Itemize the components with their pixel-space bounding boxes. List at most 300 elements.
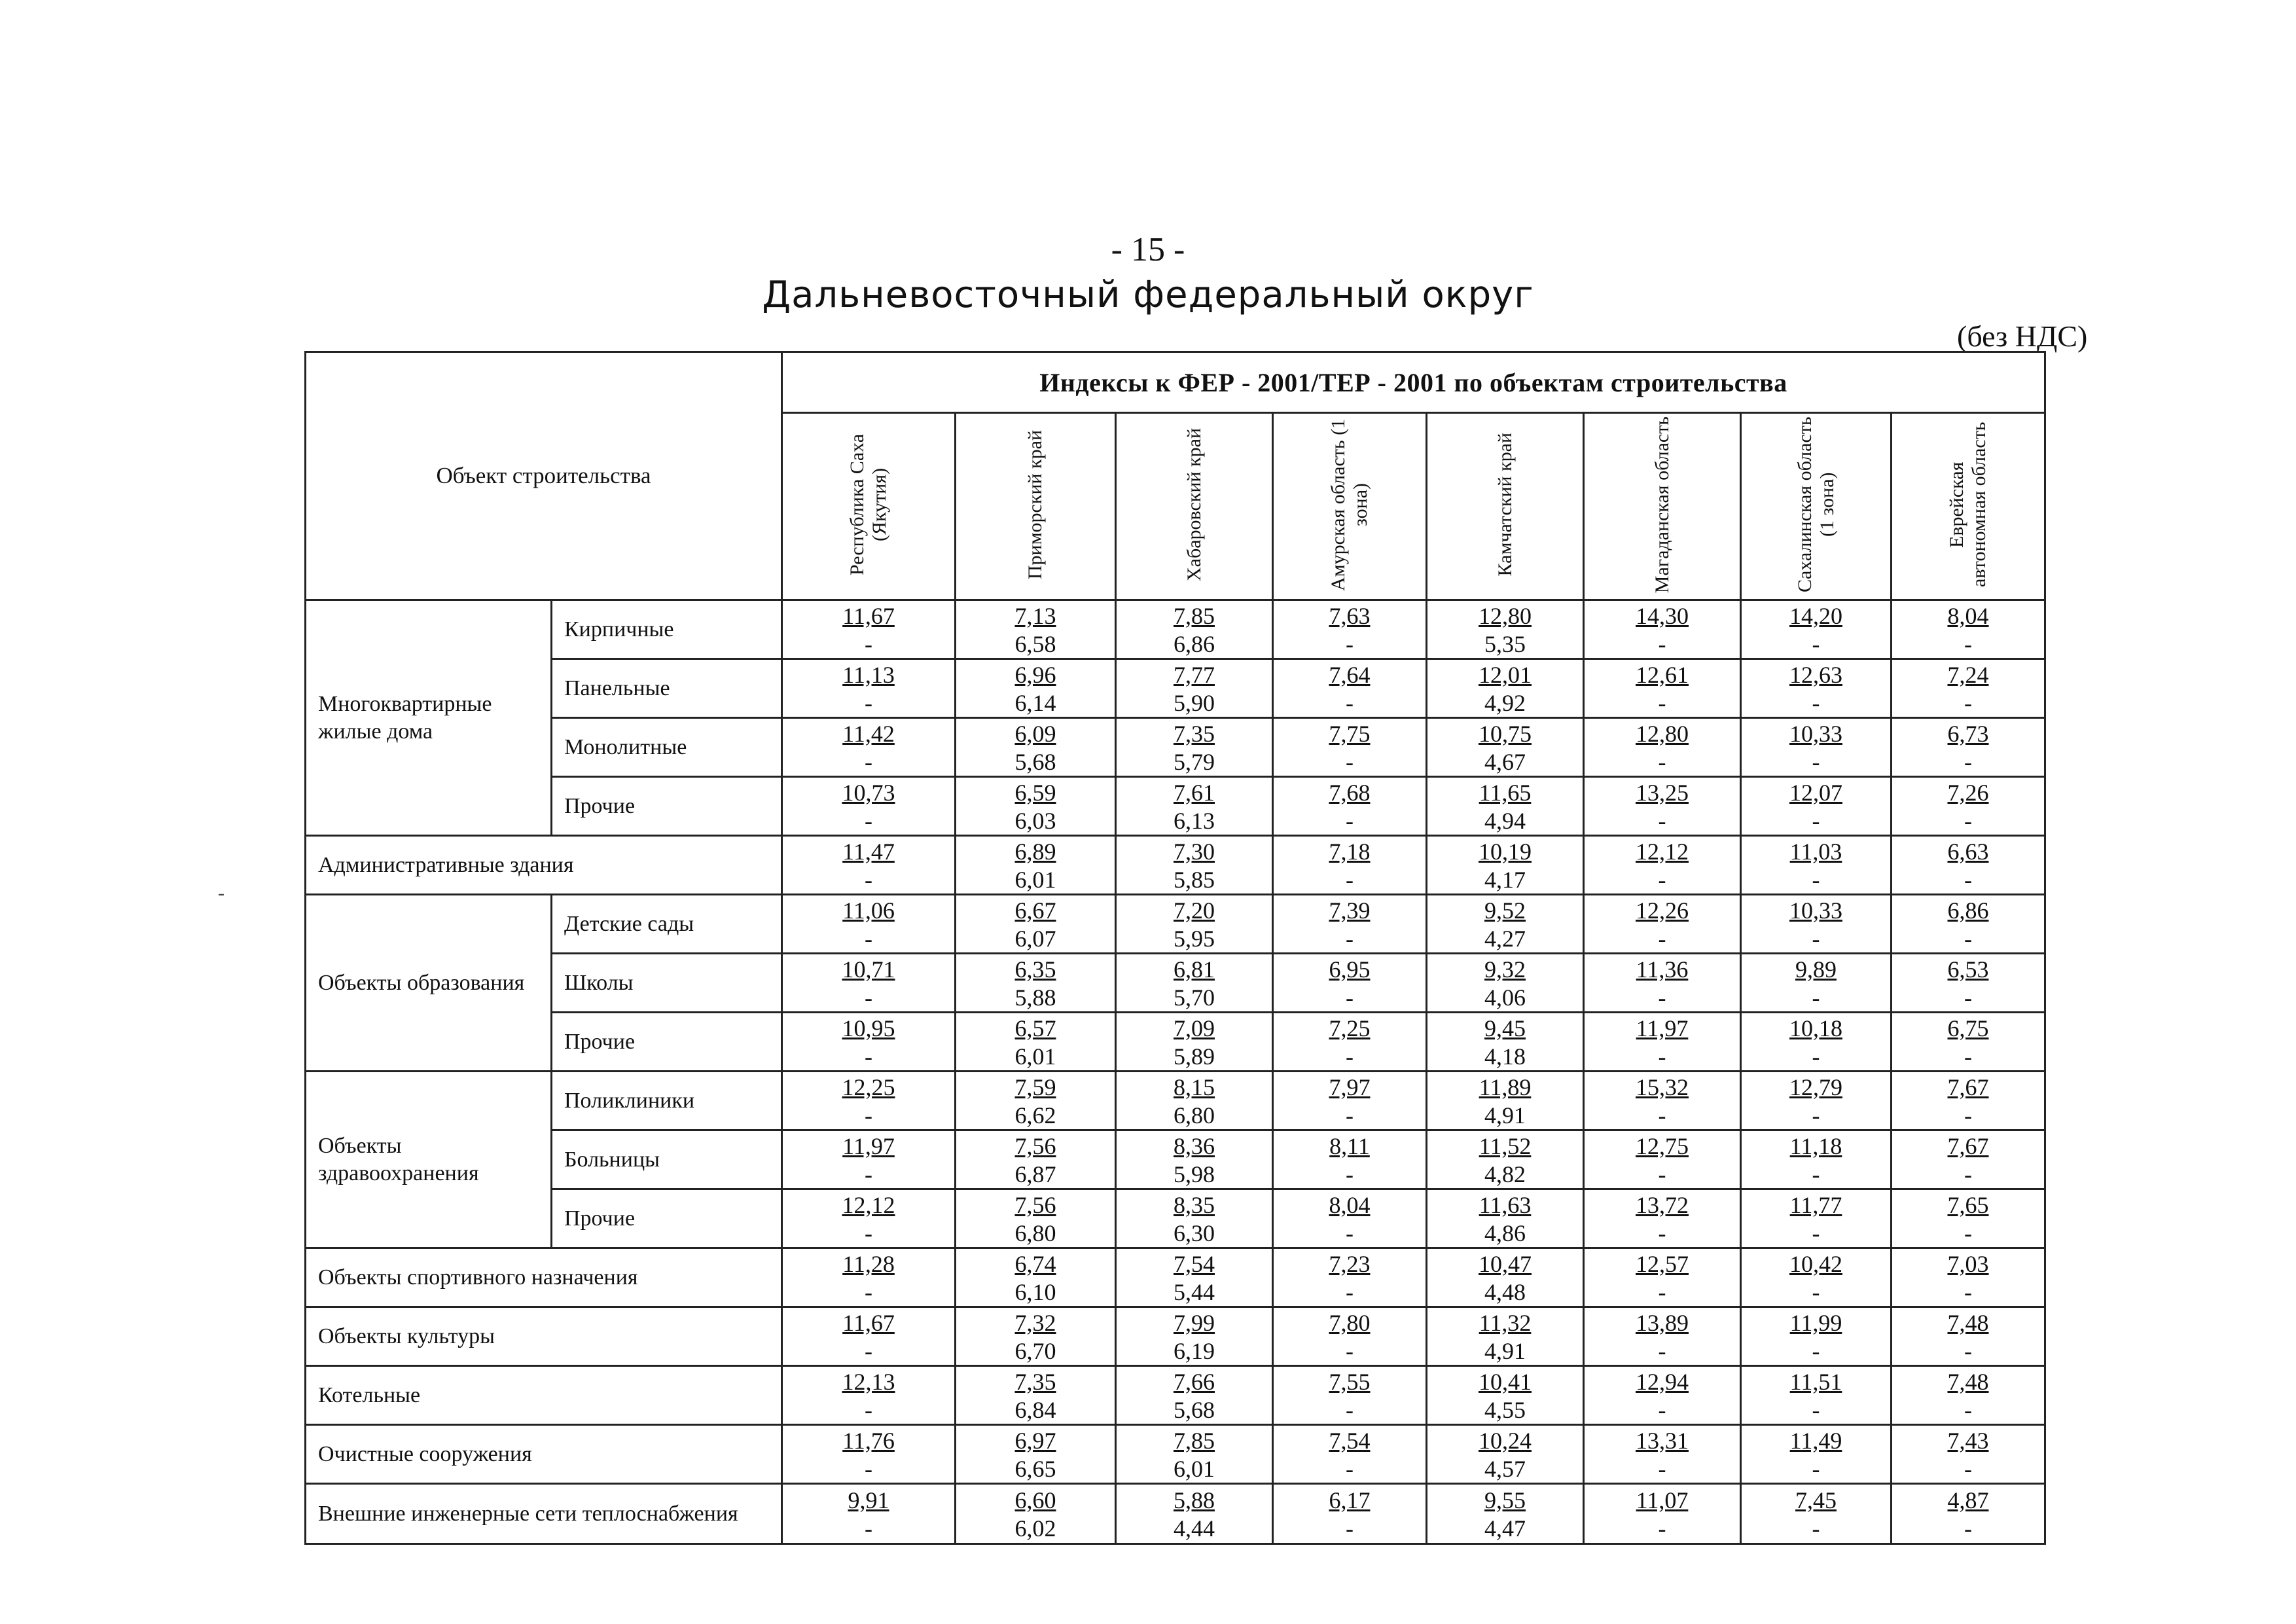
index-value-secondary: - <box>1658 984 1666 1011</box>
index-value-cell <box>782 718 956 777</box>
index-value-secondary: 6,01 <box>1014 1043 1056 1070</box>
index-value-primary: 11,51 <box>1789 1368 1842 1395</box>
index-value-secondary: - <box>1346 1102 1354 1128</box>
category-cell: Внешние инженерные сети теплоснабжения <box>306 1484 782 1544</box>
table-row <box>306 1366 2045 1425</box>
index-value-secondary: 6,80 <box>1174 1102 1215 1128</box>
index-value-cell <box>782 1425 956 1484</box>
index-value-cell <box>782 836 956 895</box>
index-value-cell <box>1116 1130 1273 1189</box>
index-value-secondary: 5,95 <box>1174 925 1215 952</box>
index-value-primary: 7,59 <box>1014 1074 1056 1100</box>
index-value-primary: 7,67 <box>1947 1132 1989 1159</box>
index-value-primary: 7,45 <box>1795 1487 1837 1513</box>
index-value-secondary: 6,02 <box>1014 1515 1056 1542</box>
index-value-cell <box>1116 718 1273 777</box>
index-value-cell <box>782 600 956 659</box>
index-value-secondary: - <box>1658 807 1666 834</box>
index-value-cell <box>1892 1484 2045 1544</box>
index-value-secondary: - <box>865 689 872 716</box>
index-value-primary: 12,01 <box>1479 661 1532 688</box>
index-value-primary: 13,31 <box>1636 1427 1689 1454</box>
index-value-primary: 8,35 <box>1174 1191 1215 1218</box>
index-value-cell <box>1427 895 1584 954</box>
index-value-cell <box>956 777 1116 836</box>
index-value-secondary: - <box>1964 1396 1972 1423</box>
index-value-cell <box>956 718 1116 777</box>
index-value-cell <box>1116 1248 1273 1307</box>
index-value-primary: 11,13 <box>842 661 895 688</box>
table-row <box>306 1425 2045 1484</box>
index-value-secondary: 4,91 <box>1484 1102 1526 1128</box>
index-value-primary: 6,73 <box>1947 720 1989 747</box>
index-value-cell <box>956 836 1116 895</box>
category-cell: Административные здания <box>306 836 782 895</box>
index-value-primary: 11,97 <box>842 1132 895 1159</box>
index-value-primary: 7,75 <box>1329 720 1371 747</box>
index-value-secondary: - <box>1658 1043 1666 1070</box>
index-value-secondary: 4,18 <box>1484 1043 1526 1070</box>
index-value-secondary: - <box>1346 866 1354 893</box>
index-value-cell <box>1116 954 1273 1013</box>
index-value-secondary: - <box>1964 748 1972 775</box>
index-value-primary: 12,80 <box>1636 720 1689 747</box>
table-row <box>306 777 2045 836</box>
subcategory-cell: Панельные <box>552 659 782 718</box>
index-value-cell <box>1427 1307 1584 1366</box>
region-header-label: Магаданская область <box>1651 416 1673 594</box>
index-value-cell <box>1116 600 1273 659</box>
index-value-secondary: 6,65 <box>1014 1455 1056 1482</box>
index-value-primary: 7,18 <box>1329 838 1371 865</box>
index-value-cell <box>1741 1072 1892 1130</box>
index-value-secondary: - <box>1346 689 1354 716</box>
index-value-cell <box>956 1484 1116 1544</box>
index-value-primary: 9,89 <box>1795 956 1837 983</box>
index-value-primary: 11,63 <box>1479 1191 1532 1218</box>
index-value-secondary: - <box>1658 630 1666 657</box>
index-value-cell <box>1427 1425 1584 1484</box>
margin-mark: - <box>218 882 224 904</box>
index-value-cell <box>1427 1189 1584 1248</box>
subcategory-cell: Больницы <box>552 1130 782 1189</box>
index-value-cell <box>956 600 1116 659</box>
index-value-secondary: - <box>1658 689 1666 716</box>
index-value-primary: 7,68 <box>1329 779 1371 806</box>
index-value-cell <box>782 1013 956 1072</box>
index-value-cell <box>1116 1366 1273 1425</box>
index-value-secondary: 6,13 <box>1174 807 1215 834</box>
index-value-cell <box>1584 1013 1741 1072</box>
index-value-cell <box>1584 777 1741 836</box>
index-value-primary: 7,03 <box>1947 1250 1989 1277</box>
index-value-cell <box>1741 895 1892 954</box>
index-value-primary: 11,06 <box>842 897 895 924</box>
index-value-primary: 7,20 <box>1174 897 1215 924</box>
index-value-cell <box>1273 1484 1427 1544</box>
index-value-primary: 6,63 <box>1947 838 1989 865</box>
index-value-cell <box>1584 1307 1741 1366</box>
index-value-cell <box>1892 777 2045 836</box>
index-value-primary: 12,26 <box>1636 897 1689 924</box>
index-value-secondary: - <box>1658 1219 1666 1246</box>
index-value-secondary: - <box>1658 1161 1666 1187</box>
index-value-cell <box>956 1366 1116 1425</box>
index-value-primary: 6,17 <box>1329 1487 1371 1513</box>
index-value-primary: 8,04 <box>1947 602 1989 629</box>
index-value-cell <box>1116 777 1273 836</box>
index-value-cell <box>1116 1425 1273 1484</box>
index-value-primary: 10,33 <box>1789 720 1842 747</box>
index-value-primary: 10,75 <box>1479 720 1532 747</box>
index-value-primary: 6,60 <box>1014 1487 1056 1513</box>
index-value-primary: 7,25 <box>1329 1015 1371 1041</box>
index-value-secondary: - <box>1658 1515 1666 1542</box>
table-row <box>306 600 2045 659</box>
index-value-secondary: 6,01 <box>1174 1455 1215 1482</box>
table-row <box>306 1189 2045 1248</box>
index-value-cell <box>1892 659 2045 718</box>
category-cell: Очистные сооружения <box>306 1425 782 1484</box>
index-value-primary: 14,20 <box>1789 602 1842 629</box>
index-value-secondary: - <box>865 1337 872 1364</box>
category-cell: Многоквартирные жилые дома <box>306 600 552 836</box>
index-value-cell <box>1427 1130 1584 1189</box>
index-value-cell <box>1741 1484 1892 1544</box>
index-value-cell <box>1741 1248 1892 1307</box>
index-value-primary: 7,54 <box>1329 1427 1371 1454</box>
index-value-secondary: - <box>1812 1161 1820 1187</box>
index-value-secondary: 6,58 <box>1014 630 1056 657</box>
index-value-cell <box>1116 836 1273 895</box>
region-header <box>1584 413 1741 600</box>
index-value-cell <box>1741 659 1892 718</box>
index-value-primary: 6,57 <box>1014 1015 1056 1041</box>
index-value-secondary: - <box>1812 1515 1820 1542</box>
table-row <box>306 1130 2045 1189</box>
index-value-primary: 10,47 <box>1479 1250 1532 1277</box>
index-value-secondary: - <box>1812 984 1820 1011</box>
index-value-primary: 7,99 <box>1174 1309 1215 1336</box>
index-value-primary: 12,25 <box>842 1074 895 1100</box>
index-value-primary: 11,77 <box>1789 1191 1842 1218</box>
index-value-primary: 12,57 <box>1636 1250 1689 1277</box>
index-value-secondary: - <box>1812 689 1820 716</box>
index-value-secondary: - <box>1812 630 1820 657</box>
index-value-cell <box>1116 1307 1273 1366</box>
region-header <box>1116 413 1273 600</box>
index-value-cell <box>782 1189 956 1248</box>
category-cell: Объекты культуры <box>306 1307 782 1366</box>
page-title: Дальневосточный федеральный округ <box>762 274 1534 316</box>
index-value-secondary: - <box>1658 1337 1666 1364</box>
index-value-secondary: - <box>1964 925 1972 952</box>
index-value-secondary: - <box>1346 1515 1354 1542</box>
index-value-primary: 11,99 <box>1789 1309 1842 1336</box>
index-value-secondary: 4,67 <box>1484 748 1526 775</box>
index-value-secondary: - <box>1812 748 1820 775</box>
index-value-primary: 13,25 <box>1636 779 1689 806</box>
index-value-secondary: 4,48 <box>1484 1278 1526 1305</box>
index-value-secondary: - <box>1812 925 1820 952</box>
index-value-primary: 4,87 <box>1947 1487 1989 1513</box>
index-value-secondary: - <box>1346 1337 1354 1364</box>
index-value-secondary: - <box>1346 1161 1354 1187</box>
index-value-secondary: 4,57 <box>1484 1455 1526 1482</box>
index-value-primary: 10,71 <box>842 956 895 983</box>
index-value-cell <box>1273 1425 1427 1484</box>
index-value-primary: 12,94 <box>1636 1368 1689 1395</box>
index-value-cell <box>956 1248 1116 1307</box>
index-value-secondary: - <box>1346 807 1354 834</box>
index-value-primary: 11,47 <box>842 838 895 865</box>
index-value-cell <box>1584 836 1741 895</box>
index-value-primary: 7,48 <box>1947 1368 1989 1395</box>
index-value-primary: 11,89 <box>1479 1074 1532 1100</box>
index-value-secondary: - <box>1964 984 1972 1011</box>
index-value-cell <box>1273 954 1427 1013</box>
index-value-cell <box>782 659 956 718</box>
index-value-secondary: - <box>865 1043 872 1070</box>
index-value-cell <box>1427 1366 1584 1425</box>
index-value-primary: 7,09 <box>1174 1015 1215 1041</box>
subcategory-cell: Монолитные <box>552 718 782 777</box>
index-value-cell <box>1892 1366 2045 1425</box>
index-value-secondary: - <box>1964 1102 1972 1128</box>
index-value-secondary: - <box>1964 1278 1972 1305</box>
index-value-primary: 11,52 <box>1479 1132 1532 1159</box>
index-value-primary: 7,24 <box>1947 661 1989 688</box>
index-value-secondary: 4,55 <box>1484 1396 1526 1423</box>
index-value-primary: 6,97 <box>1014 1427 1056 1454</box>
index-value-secondary: 6,10 <box>1014 1278 1056 1305</box>
index-value-secondary: - <box>1964 630 1972 657</box>
index-value-secondary: 4,44 <box>1174 1515 1215 1542</box>
index-value-primary: 9,32 <box>1484 956 1526 983</box>
index-value-primary: 15,32 <box>1636 1074 1689 1100</box>
index-header: Индексы к ФЕР - 2001/ТЕР - 2001 по объектам строительства <box>782 352 2045 413</box>
index-value-primary: 11,18 <box>1789 1132 1842 1159</box>
index-value-primary: 7,32 <box>1014 1309 1056 1336</box>
index-value-secondary: - <box>1964 1219 1972 1246</box>
index-value-primary: 14,30 <box>1636 602 1689 629</box>
index-value-cell <box>1892 1072 2045 1130</box>
index-value-cell <box>782 1072 956 1130</box>
index-value-cell <box>1584 1425 1741 1484</box>
index-value-secondary: - <box>1346 925 1354 952</box>
index-value-secondary: - <box>1964 1515 1972 1542</box>
index-value-secondary: - <box>1812 1043 1820 1070</box>
index-value-cell <box>1892 1189 2045 1248</box>
region-header <box>1892 413 2045 600</box>
index-value-secondary: - <box>865 1455 872 1482</box>
index-value-primary: 6,96 <box>1014 661 1056 688</box>
index-value-secondary: - <box>1812 1278 1820 1305</box>
index-value-cell <box>1273 777 1427 836</box>
index-value-cell <box>782 777 956 836</box>
index-value-cell <box>1741 954 1892 1013</box>
index-value-cell <box>1273 1366 1427 1425</box>
subcategory-cell: Поликлиники <box>552 1072 782 1130</box>
index-value-primary: 7,54 <box>1174 1250 1215 1277</box>
index-value-primary: 11,76 <box>842 1427 895 1454</box>
index-value-cell <box>1584 659 1741 718</box>
index-value-cell <box>1273 1072 1427 1130</box>
index-value-secondary: - <box>1658 1455 1666 1482</box>
index-value-cell <box>956 895 1116 954</box>
index-value-secondary: - <box>1964 1043 1972 1070</box>
index-value-cell <box>1427 600 1584 659</box>
index-value-cell <box>1741 836 1892 895</box>
table-row <box>306 895 2045 954</box>
index-value-primary: 10,41 <box>1479 1368 1532 1395</box>
index-value-primary: 7,64 <box>1329 661 1371 688</box>
category-cell: Объекты спортивного назначения <box>306 1248 782 1307</box>
index-value-secondary: 5,88 <box>1014 984 1056 1011</box>
index-value-cell <box>1116 1484 1273 1544</box>
index-value-secondary: 5,98 <box>1174 1161 1215 1187</box>
index-value-secondary: - <box>1812 807 1820 834</box>
index-value-primary: 7,56 <box>1014 1132 1056 1159</box>
index-value-cell <box>1116 1013 1273 1072</box>
index-value-secondary: 6,30 <box>1174 1219 1215 1246</box>
region-header <box>956 413 1116 600</box>
index-value-secondary: 4,06 <box>1484 984 1526 1011</box>
index-value-secondary: - <box>1964 1455 1972 1482</box>
index-value-primary: 11,07 <box>1636 1487 1689 1513</box>
index-value-secondary: - <box>1812 1396 1820 1423</box>
index-value-cell <box>1741 1366 1892 1425</box>
region-header-label: Хабаровский край <box>1183 428 1205 581</box>
index-value-secondary: 6,01 <box>1014 866 1056 893</box>
index-value-cell <box>1892 895 2045 954</box>
index-value-cell <box>1116 1189 1273 1248</box>
index-value-primary: 12,63 <box>1789 661 1842 688</box>
index-value-secondary: 5,70 <box>1174 984 1215 1011</box>
index-value-secondary: - <box>865 807 872 834</box>
index-value-cell <box>956 1013 1116 1072</box>
index-value-secondary: - <box>1812 1102 1820 1128</box>
index-value-secondary: - <box>865 925 872 952</box>
index-value-cell <box>956 659 1116 718</box>
index-value-cell <box>956 954 1116 1013</box>
index-value-cell <box>1584 954 1741 1013</box>
index-value-cell <box>1892 1307 2045 1366</box>
index-value-primary: 7,30 <box>1174 838 1215 865</box>
index-value-primary: 10,18 <box>1789 1015 1842 1041</box>
index-value-cell <box>1427 1013 1584 1072</box>
vat-note: (без НДС) <box>1957 319 2088 353</box>
index-value-primary: 6,86 <box>1947 897 1989 924</box>
index-value-secondary: - <box>1964 807 1972 834</box>
index-value-primary: 9,52 <box>1484 897 1526 924</box>
region-header <box>782 413 956 600</box>
index-value-primary: 12,80 <box>1479 602 1532 629</box>
index-value-primary: 7,23 <box>1329 1250 1371 1277</box>
index-value-secondary: - <box>1658 1396 1666 1423</box>
table-row <box>306 954 2045 1013</box>
index-value-secondary: - <box>1346 984 1354 1011</box>
index-value-secondary: 5,85 <box>1174 866 1215 893</box>
index-value-primary: 11,65 <box>1479 779 1532 806</box>
index-value-secondary: 4,86 <box>1484 1219 1526 1246</box>
index-value-secondary: 4,27 <box>1484 925 1526 952</box>
index-value-primary: 7,35 <box>1014 1368 1056 1395</box>
region-header-label: Еврейская автономная область <box>1946 422 1990 588</box>
category-cell: Объекты здравоохранения <box>306 1072 552 1248</box>
index-value-primary: 12,75 <box>1636 1132 1689 1159</box>
index-value-primary: 7,39 <box>1329 897 1371 924</box>
index-value-secondary: - <box>865 984 872 1011</box>
index-value-primary: 12,13 <box>842 1368 895 1395</box>
index-value-secondary: - <box>865 1219 872 1246</box>
index-value-cell <box>956 1072 1116 1130</box>
index-value-cell <box>1892 1425 2045 1484</box>
index-value-primary: 6,95 <box>1329 956 1371 983</box>
subcategory-cell: Кирпичные <box>552 600 782 659</box>
subcategory-cell: Детские сады <box>552 895 782 954</box>
index-value-cell <box>1273 659 1427 718</box>
index-value-secondary: - <box>865 1161 872 1187</box>
table-row <box>306 1072 2045 1130</box>
index-value-secondary: - <box>1658 1102 1666 1128</box>
index-value-cell <box>1584 1130 1741 1189</box>
index-value-cell <box>1741 777 1892 836</box>
index-value-cell <box>782 954 956 1013</box>
index-value-secondary: - <box>1964 689 1972 716</box>
index-value-cell <box>1273 1013 1427 1072</box>
index-value-cell <box>1273 1130 1427 1189</box>
index-value-secondary: 5,89 <box>1174 1043 1215 1070</box>
index-value-primary: 5,88 <box>1174 1487 1215 1513</box>
index-value-primary: 12,61 <box>1636 661 1689 688</box>
index-value-cell <box>1892 836 2045 895</box>
index-value-primary: 12,12 <box>1636 838 1689 865</box>
index-value-primary: 10,19 <box>1479 838 1532 865</box>
index-value-cell <box>782 1307 956 1366</box>
index-value-secondary: - <box>1658 748 1666 775</box>
index-value-cell <box>1584 718 1741 777</box>
index-value-secondary: - <box>865 748 872 775</box>
index-value-primary: 7,67 <box>1947 1074 1989 1100</box>
index-value-secondary: - <box>1812 1219 1820 1246</box>
index-value-primary: 7,13 <box>1014 602 1056 629</box>
index-value-primary: 6,09 <box>1014 720 1056 747</box>
index-value-secondary: 4,82 <box>1484 1161 1526 1187</box>
index-value-cell <box>1273 1307 1427 1366</box>
index-value-cell <box>1116 1072 1273 1130</box>
table-row <box>306 1307 2045 1366</box>
index-value-secondary: - <box>865 630 872 657</box>
index-value-primary: 7,65 <box>1947 1191 1989 1218</box>
index-value-primary: 11,36 <box>1636 956 1689 983</box>
index-value-primary: 6,59 <box>1014 779 1056 806</box>
index-value-secondary: - <box>1346 630 1354 657</box>
index-value-primary: 9,91 <box>848 1487 889 1513</box>
index-value-secondary: 5,90 <box>1174 689 1215 716</box>
index-value-primary: 6,53 <box>1947 956 1989 983</box>
index-value-primary: 10,42 <box>1789 1250 1842 1277</box>
index-value-secondary: - <box>1346 748 1354 775</box>
index-value-primary: 12,07 <box>1789 779 1842 806</box>
index-value-cell <box>956 1189 1116 1248</box>
index-value-cell <box>1273 836 1427 895</box>
index-value-secondary: - <box>1812 866 1820 893</box>
index-value-primary: 7,55 <box>1329 1368 1371 1395</box>
index-value-primary: 11,28 <box>842 1250 895 1277</box>
index-value-cell <box>1273 1189 1427 1248</box>
index-value-primary: 7,66 <box>1174 1368 1215 1395</box>
